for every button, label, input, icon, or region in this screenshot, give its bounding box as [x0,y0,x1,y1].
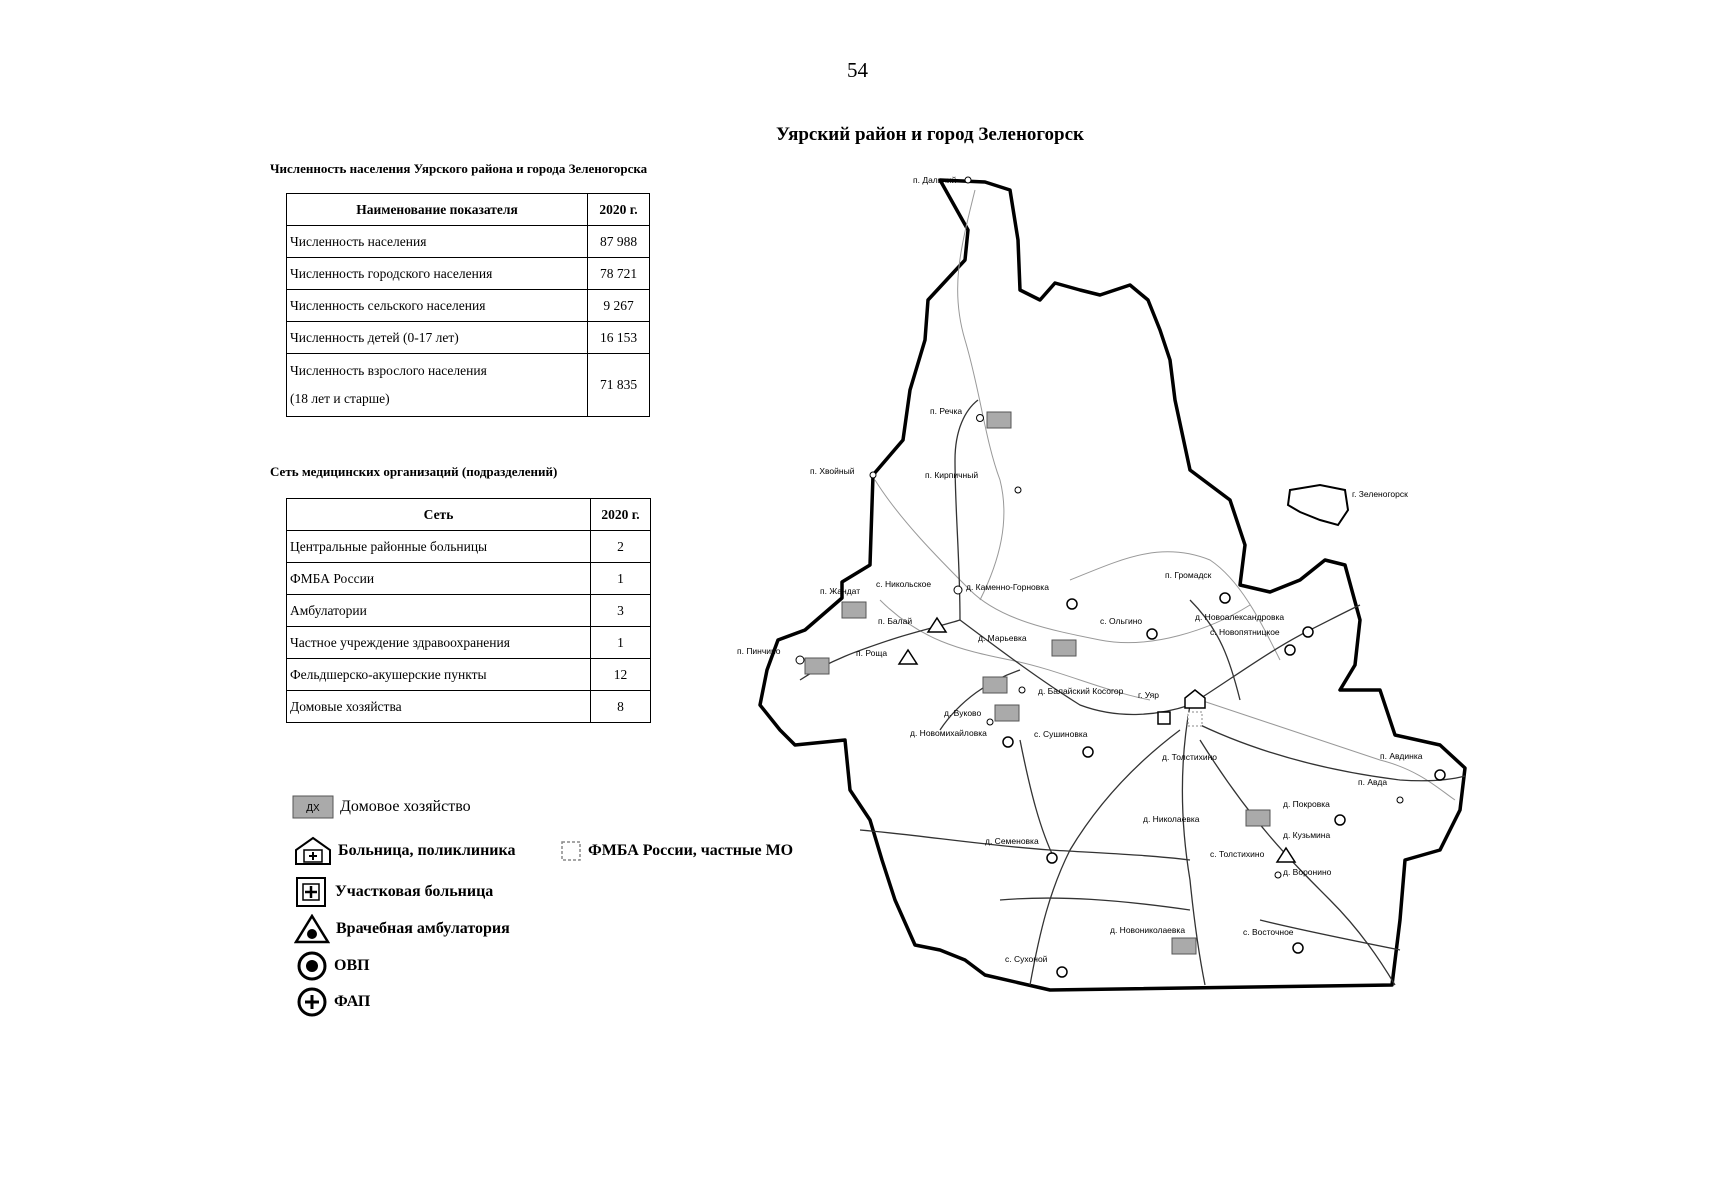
table-header-row [287,194,650,226]
legend-label: Участковая больница [335,883,494,900]
table-row [287,595,651,627]
fap-marker [1303,627,1313,637]
place-label: д. Новониколаевка [1110,925,1186,935]
place-label: д. Покровка [1283,799,1330,809]
fap-marker [1435,770,1445,780]
place-label: д. Николаевка [1143,814,1200,824]
household-marker [1246,810,1270,826]
place-label: п. Авда [1358,777,1388,787]
household-marker [983,677,1007,693]
fap-marker [1293,943,1303,953]
row-value: 9 267 [588,290,650,322]
legend-ambulatory [294,914,510,944]
settlement-dot [954,586,962,594]
row-label: Амбулатории [287,595,591,627]
col-year-header: 2020 г. [588,194,650,226]
ambulatory-marker [1277,848,1295,862]
legend-fap [296,986,370,1018]
row-value: 1 [591,627,651,659]
fap-icon [296,986,328,1018]
place-label: д. Новоалександровка [1195,612,1285,622]
row-value: 71 835 [588,354,650,417]
table-row [287,290,650,322]
table-header-row [287,499,651,531]
row-label: Численность детей (0-17 лет) [287,322,588,354]
household-marker [987,412,1011,428]
place-label: п. Речка [930,406,963,416]
place-label: п. Жандат [820,586,861,596]
settlement-dot [965,177,971,183]
river-line [1200,700,1455,800]
population-heading: Численность населения Уярского района и города Зеленогорска [270,161,648,176]
legend-label: Домовое хозяйство [340,798,471,815]
settlement-dot [1397,797,1403,803]
page-title: Уярский район и город Зеленогорск [775,124,1085,145]
network-table [286,498,651,723]
fmba-marker [1188,712,1202,726]
row-label: ФМБА России [287,563,591,595]
row-label-line: Численность взрослого населения [290,363,487,378]
col-name-header: Сеть [287,499,591,531]
household-marker [842,602,866,618]
ambulatory-marker [899,650,917,664]
place-label: с. Ольгино [1100,616,1143,626]
district-hospital-icon [295,876,329,908]
place-label: г. Уяр [1138,690,1159,700]
page-number: 54 [847,58,868,82]
river-line [880,600,1150,700]
table-row [287,691,651,723]
place-label: д. Балайский Косогор [1038,686,1124,696]
legend-district-hospital [295,876,493,908]
place-label: п. Пинчино [737,646,781,656]
place-label: д. Кузьмина [1283,830,1331,840]
district-boundary [760,180,1465,990]
row-label [287,354,588,417]
row-label-line: (18 лет и старше) [290,391,390,406]
place-label: г. Зеленогорск [1352,489,1408,499]
row-value: 3 [591,595,651,627]
table-row [287,322,650,354]
legend-label: ОВП [334,957,370,974]
row-value: 8 [591,691,651,723]
row-value: 12 [591,659,651,691]
legend-label: Врачебная амбулатория [336,920,510,937]
legend-label: ФАП [334,993,371,1010]
settlement-dot [987,719,993,725]
hospital-marker [1185,690,1205,708]
zelenogorsk-boundary [1288,485,1348,525]
place-label: с. Новопятницкое [1210,627,1280,637]
settlement-dot [1015,487,1021,493]
row-value: 16 153 [588,322,650,354]
fap-marker [1285,645,1295,655]
settlement-dot [870,472,876,478]
place-label: п. Балай [878,616,913,626]
road-line [1000,898,1190,910]
settlement-dot [1275,872,1281,878]
district-map [720,160,1480,1000]
household-marker [1052,640,1076,656]
legend-household [292,795,471,819]
ovp-icon [296,950,328,982]
place-label: д. Каменно-Горновка [966,582,1049,592]
place-label: п. Роща [856,648,888,658]
row-value: 78 721 [588,258,650,290]
place-label: п. Дальний [913,175,957,185]
fap-marker [1057,967,1067,977]
legend-label: Больница, поликлиника [338,842,516,859]
fap-marker [1067,599,1077,609]
fap-marker [1147,629,1157,639]
settlement-dot [1019,687,1025,693]
col-year-header: 2020 г. [591,499,651,531]
row-label: Центральные районные больницы [287,531,591,563]
settlement-dot [977,415,984,422]
row-label: Фельдшерско-акушерские пункты [287,659,591,691]
household-icon [292,795,334,819]
district-hospital-marker [1158,712,1170,724]
place-label: п. Громадск [1165,570,1212,580]
table-row [287,531,651,563]
place-label: с. Сухоной [1005,954,1048,964]
legend-hospital [294,836,516,866]
place-label: с. Толстихино [1210,849,1265,859]
fap-marker [1083,747,1093,757]
row-label: Домовые хозяйства [287,691,591,723]
table-row [287,226,650,258]
household-marker [995,705,1019,721]
row-value: 87 988 [588,226,650,258]
row-value: 2 [591,531,651,563]
table-row [287,354,650,417]
place-label: с. Никольское [876,579,932,589]
fmba-icon [560,840,582,862]
road-line [1190,720,1465,781]
row-label: Численность городского населения [287,258,588,290]
fap-marker [1003,737,1013,747]
household-marker [1172,938,1196,954]
place-label: д. Марьевка [978,633,1027,643]
place-label: д. Новомихайловка [910,728,987,738]
place-label: с. Сушиновка [1034,729,1088,739]
table-row [287,563,651,595]
legend-ovp [296,950,370,982]
place-label: д. Воронино [1283,867,1332,877]
ambulatory-icon [294,914,330,944]
settlement-dot [796,656,804,664]
fap-marker [1220,593,1230,603]
place-label: д. Семеновка [985,836,1039,846]
place-label: д. Толстихино [1162,752,1218,762]
network-heading: Сеть медицинских организаций (подразделений) [270,464,558,479]
place-label: п. Кирпичный [925,470,979,480]
col-name-header: Наименование показателя [287,194,588,226]
row-label: Численность сельского населения [287,290,588,322]
household-marker [805,658,829,674]
table-row [287,627,651,659]
fap-marker [1047,853,1057,863]
table-row [287,258,650,290]
fap-marker [1335,815,1345,825]
place-label: д. Вуково [944,708,982,718]
place-label: с. Восточное [1243,927,1294,937]
river-line [875,480,1250,643]
row-value: 1 [591,563,651,595]
population-table [286,193,650,417]
place-label: п. Авдинка [1380,751,1423,761]
settlements [737,175,1445,977]
place-label: п. Хвойный [810,466,855,476]
row-label: Численность населения [287,226,588,258]
table-row [287,659,651,691]
row-label: Частное учреждение здравоохранения [287,627,591,659]
legend-label: ФМБА России, частные МО [588,842,794,859]
hospital-icon [294,836,332,866]
household-icon-text: ДХ [306,803,320,814]
